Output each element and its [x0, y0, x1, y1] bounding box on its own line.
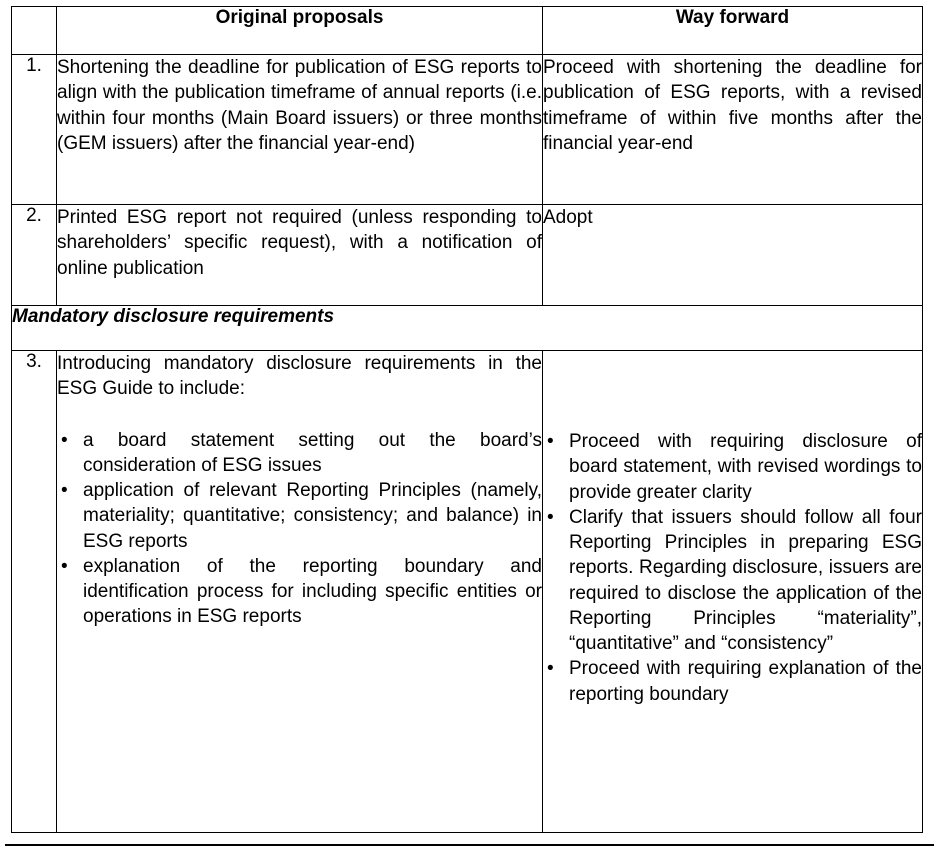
row-number: 3.: [12, 351, 57, 833]
header-cell-way-forward: Way forward: [543, 7, 923, 55]
table-header-row: [12, 7, 923, 55]
list-item: • application of relevant Reporting Principles (namely, materiality; quantitative; consistency; and balance) in ESG reports: [57, 478, 542, 554]
section-header-row: [12, 306, 923, 351]
original-proposal-bullet-list: [57, 428, 542, 630]
row-way-forward: Adopt: [543, 205, 923, 306]
page-footer-rule: [5, 844, 934, 846]
row3-intro-text: Introducing mandatory disclosure requirements in the ESG Guide to include:: [57, 353, 542, 400]
row-way-forward: Proceed with shortening the deadline for publication of ESG reports, with a revised timeframe of within five months after the financial year-end: [543, 55, 923, 205]
section-header-label: Mandatory disclosure requirements: [12, 306, 923, 351]
row-original-proposal: Shortening the deadline for publication of ESG reports to align with the publication timeframe of annual reports (i.e. within four months (Main Board issuers) or three months (GEM issuers) after the financial year-end): [57, 55, 543, 205]
list-item: • a board statement setting out the board’s consideration of ESG issues: [57, 428, 542, 479]
list-item: • Proceed with requiring disclosure of board statement, with revised wordings to provide greater clarity: [543, 429, 922, 505]
header-cell-number: [12, 7, 57, 55]
row-original-proposal: Printed ESG report not required (unless responding to shareholders’ specific request), with a notification of online publication: [57, 205, 543, 306]
list-item: • Proceed with requiring explanation of the reporting boundary: [543, 656, 922, 707]
row-number: 1.: [12, 55, 57, 205]
row-way-forward: [543, 351, 923, 833]
row-number: 2.: [12, 205, 57, 306]
table-row: [12, 55, 923, 205]
way-forward-bullet-list: [543, 429, 922, 707]
table-row: [12, 351, 923, 833]
comparison-table: [11, 6, 923, 833]
table-row: [12, 205, 923, 306]
header-cell-original-proposals: Original proposals: [57, 7, 543, 55]
list-item: • explanation of the reporting boundary and identification process for including specific entities or operations in ESG reports: [57, 554, 542, 630]
list-item: • Clarify that issuers should follow all four Reporting Principles in preparing ESG reports. Regarding disclosure, issuers are required to disclose the application of the Reporting Principles “materiality”, “quantitative” and “consistency”: [543, 505, 922, 657]
row-original-proposal: [57, 351, 543, 833]
alignment-spacer: [543, 351, 922, 429]
